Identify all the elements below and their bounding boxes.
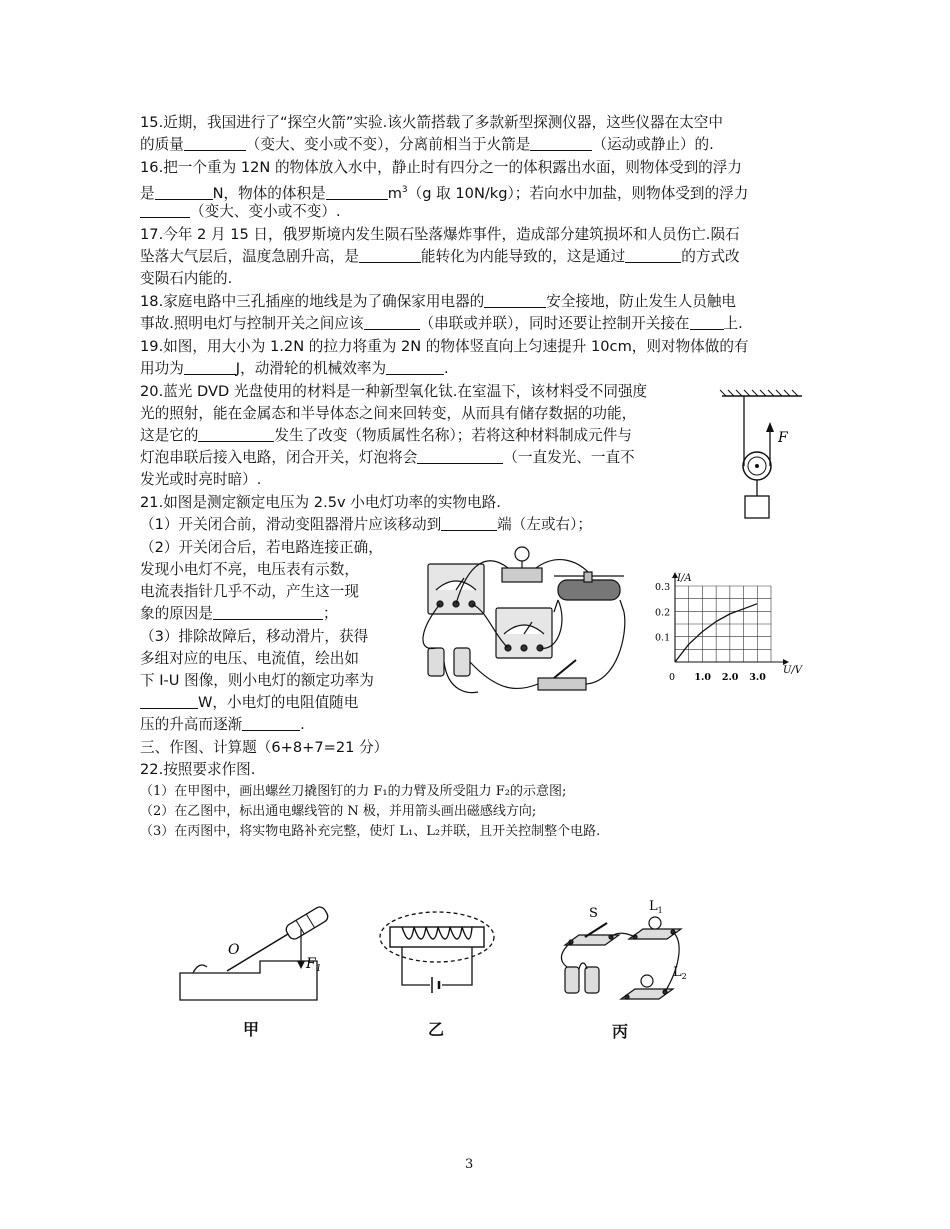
q18-line2 bbox=[140, 313, 743, 335]
iu-graph bbox=[655, 572, 815, 687]
text: N，物体的体积是 bbox=[212, 184, 326, 202]
text: m bbox=[387, 184, 402, 202]
q21-line10 bbox=[140, 692, 358, 714]
text: 压的升高而逐渐 bbox=[140, 716, 243, 733]
q22-item3: （3）在丙图中，将实物电路补充完整，使灯 L₁、L₂并联，且开关控制整个电路. bbox=[140, 824, 601, 839]
q21-line1: 21.如图是测定额定电压为 2.5v 小电灯功率的实物电路. bbox=[140, 494, 501, 511]
x-tick-label: 1.0 bbox=[694, 672, 711, 683]
page-number: 3 bbox=[465, 1157, 474, 1172]
q16-line1: 16.把一个重为 12N 的物体放入水中，静止时有四分之一的体积露出水面，则物体受到的浮力 bbox=[140, 159, 742, 176]
text: 事故.照明电灯与控制开关之间应该 bbox=[140, 315, 364, 332]
iu-grid bbox=[675, 586, 771, 662]
lamp1-subscript: 1 bbox=[657, 906, 663, 915]
text: 是 bbox=[140, 184, 155, 202]
lamp2-letter: L bbox=[673, 965, 682, 980]
q21-line7: （3）排除故障后，移动滑片，获得 bbox=[140, 628, 369, 645]
text: 灯泡串联后接入电路，闭合开关，灯泡将会 bbox=[140, 449, 418, 466]
text: W，小电灯的电阻值随电 bbox=[198, 694, 359, 711]
q15-line2 bbox=[140, 134, 714, 156]
lamp1-label bbox=[649, 899, 663, 915]
q21-line2 bbox=[140, 514, 592, 536]
q21-line3: （2）开关闭合后，若电路连接正确， bbox=[140, 539, 383, 556]
force-f1-label bbox=[305, 956, 321, 974]
y-tick-label: 0.1 bbox=[655, 632, 671, 644]
answer-blank[interactable] bbox=[326, 184, 388, 200]
q20-line2: 光的照射，能在金属态和半导体态之间来回转变，从而具有储存数据的功能， bbox=[140, 405, 637, 422]
iu-xlabel: U/V bbox=[783, 665, 803, 676]
text: 的方式改 bbox=[681, 248, 740, 265]
figure-jia bbox=[175, 905, 335, 1005]
q17-line1: 17.今年 2 月 15 日，俄罗斯境内发生陨石坠落爆炸事件，造成部分建筑损坏和人员伤亡.陨石 bbox=[140, 226, 740, 243]
pivot-label: O bbox=[228, 942, 240, 958]
text: （变大、变小或不变）. bbox=[190, 203, 341, 220]
caption-jia: 甲 bbox=[243, 1020, 260, 1039]
q21-line5: 电流表指针几乎不动，产生这一现 bbox=[140, 583, 359, 600]
force-subscript: 1 bbox=[315, 964, 322, 974]
answer-blank[interactable] bbox=[155, 184, 213, 200]
lamp1-letter: L bbox=[649, 899, 658, 914]
text: （运动或静止）的. bbox=[592, 136, 714, 153]
text: （1）开关闭合前，滑动变阻器滑片应该移动到 bbox=[140, 516, 442, 533]
text: 坠落大气层后，温度急剧升高，是 bbox=[140, 248, 359, 265]
figure-yi bbox=[372, 905, 502, 1005]
answer-blank[interactable] bbox=[140, 693, 198, 709]
q15-line1: 15.近期，我国进行了“探空火箭”实验.该火箭搭载了多款新型探测仪器，这些仪器在太空中 bbox=[140, 114, 723, 131]
q21-line11 bbox=[140, 714, 305, 736]
answer-blank[interactable] bbox=[625, 247, 681, 263]
q20-line5: 发光或时亮时暗）. bbox=[140, 471, 262, 488]
q22-item2: （2）在乙图中，标出通电螺线管的 N 极，并用箭头画出磁感线方向; bbox=[140, 804, 537, 819]
pulley-figure bbox=[712, 388, 812, 528]
text: J，动滑轮的机械效率为 bbox=[235, 360, 387, 377]
q17-line2 bbox=[140, 246, 740, 268]
text: 能转化为内能导致的，这是通过 bbox=[420, 248, 626, 265]
q18-line1 bbox=[140, 291, 736, 313]
text: 上. bbox=[723, 315, 743, 332]
answer-blank[interactable] bbox=[484, 292, 546, 308]
caption-yi: 乙 bbox=[428, 1020, 445, 1039]
answer-blank[interactable] bbox=[184, 135, 246, 151]
text: 用功为 bbox=[140, 360, 184, 377]
text: 18.家庭电路中三孔插座的地线是为了确保家用电器的 bbox=[140, 293, 485, 310]
q20-line3 bbox=[140, 425, 632, 447]
iu-ylabel: I/A bbox=[677, 573, 692, 584]
circuit-apparatus-figure bbox=[408, 542, 648, 702]
q22-item1: （1）在甲图中，画出螺丝刀撬图钉的力 F₁的力臂及所受阻力 F₂的示意图; bbox=[140, 784, 567, 799]
answer-blank[interactable] bbox=[359, 247, 421, 263]
q16-line3 bbox=[140, 201, 341, 223]
q19-line1: 19.如图，用大小为 1.2N 的拉力将重为 2N 的物体竖直向上匀速提升 10cm，则对物体做的有 bbox=[140, 338, 749, 355]
text: （变大、变小或不变），分离前相当于火箭是 bbox=[245, 136, 531, 153]
figure-bing bbox=[555, 895, 690, 1015]
section3-heading: 三、作图、计算题（6+8+7=21 分） bbox=[140, 739, 389, 756]
force-letter: F bbox=[306, 956, 316, 972]
rheostat-body bbox=[558, 580, 620, 600]
text: （串联或并联），同时还要让控制开关接在 bbox=[419, 315, 690, 332]
answer-blank[interactable] bbox=[364, 314, 420, 330]
lamp2-label bbox=[673, 965, 687, 981]
q21-line9: 下 I-U 图像，则小电灯的额定功率为 bbox=[140, 672, 374, 689]
answer-blank[interactable] bbox=[198, 426, 274, 442]
text: 这是它的 bbox=[140, 427, 199, 444]
x-tick-label: 2.0 bbox=[721, 672, 739, 683]
q19-line2 bbox=[140, 358, 449, 380]
y-tick-label: 0.3 bbox=[655, 582, 671, 593]
text: 安全接地，防止发生人员触电 bbox=[546, 293, 737, 310]
q21-line4: 发现小电灯不亮，电压表有示数， bbox=[140, 561, 359, 578]
answer-blank[interactable] bbox=[242, 715, 300, 731]
q17-line3: 变陨石内能的. bbox=[140, 270, 233, 287]
force-label: F bbox=[778, 430, 788, 446]
q21-line8: 多组对应的电压、电流值，绘出如 bbox=[140, 650, 359, 667]
q22-line1: 22.按照要求作图. bbox=[140, 761, 256, 778]
text: （g 取 10N/kg）；若向水中加盐，则物体受到的浮力 bbox=[407, 184, 749, 202]
text: 象的原因是 bbox=[140, 605, 213, 622]
q21-line6 bbox=[140, 603, 338, 625]
answer-blank[interactable] bbox=[140, 202, 190, 218]
answer-blank[interactable] bbox=[386, 359, 444, 375]
answer-blank[interactable] bbox=[690, 314, 724, 330]
text: . bbox=[300, 716, 305, 733]
caption-bing: 丙 bbox=[612, 1022, 629, 1041]
text: 发生了改变（物质属性名称）；若将这种材料制成元件与 bbox=[274, 427, 632, 444]
answer-blank[interactable] bbox=[213, 604, 323, 620]
lamp2-subscript: 2 bbox=[681, 972, 687, 981]
switch-label: S bbox=[589, 906, 598, 921]
q20-line4 bbox=[140, 447, 635, 469]
iu-tick-labels bbox=[655, 582, 766, 683]
text: 端（左或右）； bbox=[497, 516, 593, 533]
y-tick-label: 0.2 bbox=[655, 607, 671, 619]
text: （一直发光、一直不 bbox=[503, 449, 635, 466]
text: . bbox=[444, 360, 449, 377]
answer-blank[interactable] bbox=[530, 135, 592, 151]
x-tick-label: 0 bbox=[669, 672, 676, 683]
q20-line1: 20.蓝光 DVD 光盘使用的材料是一种新型氧化钛.在室温下，该材料受不同强度 bbox=[140, 383, 648, 400]
answer-blank[interactable] bbox=[184, 359, 236, 375]
answer-blank[interactable] bbox=[441, 515, 497, 531]
answer-blank[interactable] bbox=[417, 448, 503, 464]
text: ； bbox=[322, 605, 338, 622]
superscript: 3 bbox=[401, 185, 408, 195]
x-tick-label: 3.0 bbox=[749, 672, 766, 683]
text: 的质量 bbox=[140, 136, 184, 153]
